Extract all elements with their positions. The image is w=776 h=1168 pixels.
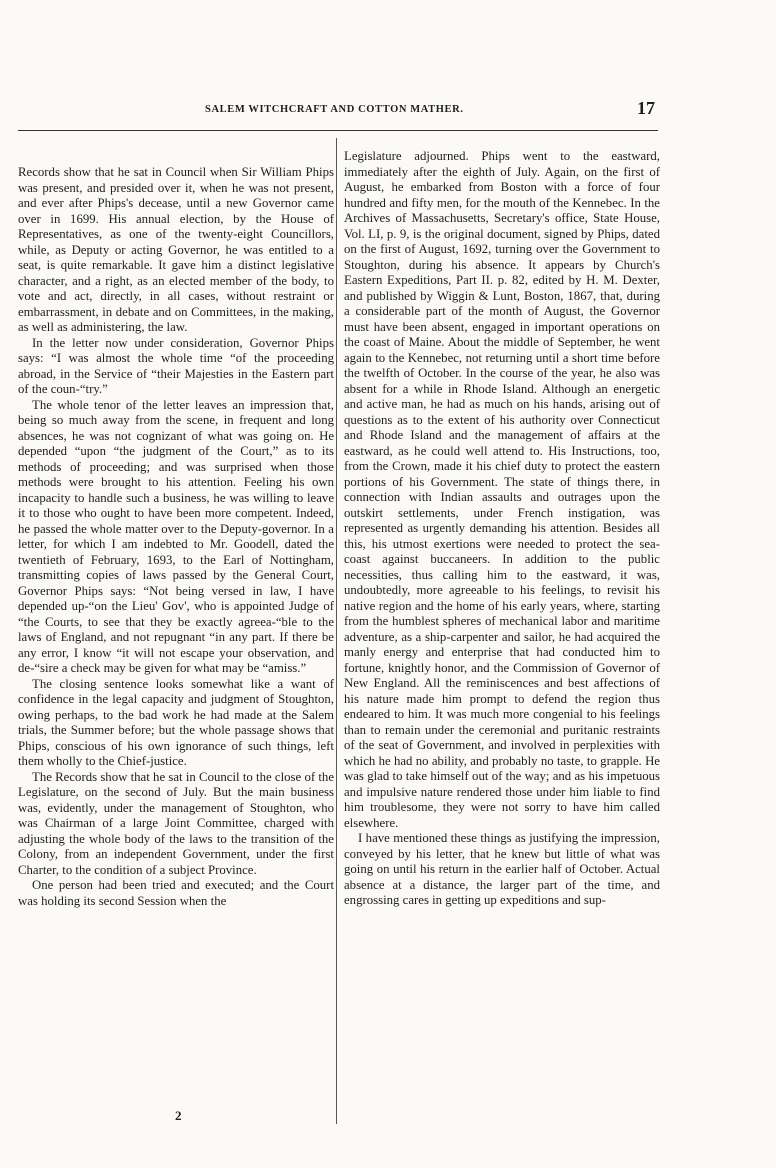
paragraph: The Records show that he sat in Council to the close of the Legislature, on the second of July. But the main business was, evidently, under the management of Stoughton, who was Chairman of a large Joint Committee, charged with adjusting the whole body of the laws to the transition of the Colony, from an independent Government, under the first Charter, to the condition of a subject Province. bbox=[18, 769, 334, 877]
paragraph: Legislature adjourned. Phips went to the eastward, immediately after the eighth of July. Again, on the first of August, he embarked from Boston with a force of four hundred and fifty men, for the mouth of the Kennebec. In the Archives of Massachusetts, Secretary's office, State House, Vol. LI, p. 9, is the original document, signed by Phips, dated on the first of August, 1692, turning over the Government to Stoughton, during his absence. It appears by Church's Eastern Expeditions, Part II. p. 82, edited by H. M. Dexter, and published by Wiggin & Lunt, Boston, 1867, that, during a considerable part of the month of August, the Governor must have been absent, engaged in important operations on the coast of Maine. About the middle of September, he went again to the Kennebec, not returning until a short time before the twelfth of October. In the course of the year, he also was absent for a while in Rhode Island. Although an energetic and active man, he had as much on his hands, arising out of questions as to the extent of his authority over Connecticut and Rhode Island and the management of affairs at the eastward, as he could well attend to. His Instructions, too, from the Crown, made it his chief duty to protect the eastern portions of his Government. The state of things there, in connection with Indian assaults and outrages upon the outskirt settlements, under French instigation, was represented as urgently demanding his attention. Besides all this, his utmost exertions were needed to protect the sea-coast against buccaneers. In addition to the public necessities, thus calling him to the eastward, it was, undoubtedly, more agreeable to his feelings, to revisit his native region and the home of his early years, where, starting from the humblest spheres of mechanical labor and maritime adventure, as a ship-carpenter and sailor, he had acquired the manly energy and enterprise that had conducted him to fortune, knightly honor, and the Commission of Governor of New England. All the reminiscences and best affections of his nature made him prompt to defend the region thus endeared to him. It was much more congenial to his feelings than to remain under the ceremonial and puritanic restraints of the seat of Government, and involved in perplexities with which he had no ability, and probably no taste, to grapple. He was glad to take himself out of the way; and as his impetuous and impulsive nature rendered those under him liable to find him troublesome, they were not sorry to have him called elsewhere. bbox=[344, 149, 660, 830]
paragraph: The closing sentence looks somewhat like a want of confidence in the legal capacity and judgment of Stoughton, owing perhaps, to the bad work he had made at the Salem trials, the Summer before; but the whole passage shows that Phips, conscious of his own ignorance of such things, left them wholly to the Chief-justice. bbox=[18, 676, 334, 768]
right-column bbox=[344, 149, 660, 909]
paragraph: The whole tenor of the letter leaves an impression that, being so much away from the scene, in frequent and long absences, he was not cognizant of what was going on. He depended “upon “the judgment of the Court,” as to its methods of proceeding; and was surprised when those methods were brought to his attention. Feeling his own incapacity to handle such a business, he was willing to leave it to those who ought to have been more competent. Indeed, he passed the whole matter over to the Deputy-governor. In a letter, for which I am indebted to Mr. Goodell, dated the twentieth of February, 1693, to the Earl of Nottingham, transmitting copies of laws passed by the General Court, Governor Phips says: “Not being versed in law, I have depended up-“on the Lieu' Gov', who is appointed Judge of “the Courts, to see that they be exactly agreea-“ble to the laws of England, and not repugnant “in any part. If there be any error, I know “it will not escape your observation, and de-“sire a check may be given for what may be “amiss.” bbox=[18, 397, 334, 675]
signature-mark: 2 bbox=[175, 1108, 182, 1123]
left-column bbox=[18, 165, 334, 909]
paragraph: Records show that he sat in Council when Sir William Phips was present, and presided over it, when he was not present, and ever after Phips's decease, until a new Governor came over in 1699. His annual election, by the House of Representatives, as one of the twenty-eight Councillors, while, as Deputy or acting Governor, he was entitled to a seat, is quite remarkable. It gave him a distinct legislative character, and a right, as an elected member of the body, to vote and act, directly, in all cases, without restraint or embarrassment, in debate and on Committees, in the making, as well as administering, the law. bbox=[18, 165, 334, 334]
header-rule bbox=[18, 130, 658, 131]
column-divider bbox=[336, 138, 337, 1124]
paragraph: In the letter now under consideration, Governor Phips says: “I was almost the whole time “of the proceeding abroad, in the Service of “their Majesties in the Eastern part of the coun-“try.” bbox=[18, 335, 334, 396]
page-number: 17 bbox=[637, 98, 655, 118]
paragraph: I have mentioned these things as justifying the impression, conveyed by his letter, that he knew but little of what was going on until his return in the earlier half of October. Actual absence at a distance, the larger part of the time, and engrossing cares in getting up expeditions and sup- bbox=[344, 831, 660, 907]
running-head: SALEM WITCHCRAFT AND COTTON MATHER. bbox=[205, 104, 464, 115]
page-header bbox=[0, 98, 776, 126]
paragraph: One person had been tried and executed; and the Court was holding its second Session when the bbox=[18, 878, 334, 908]
